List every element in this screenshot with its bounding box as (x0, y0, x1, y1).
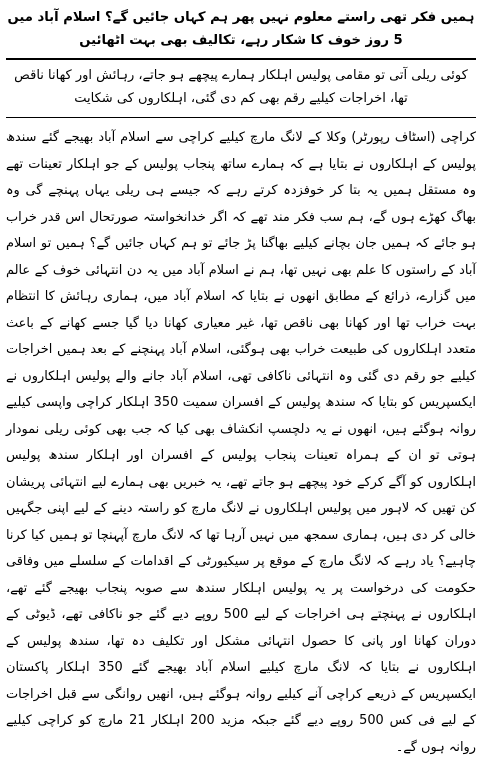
divider-middle (6, 117, 476, 118)
article-paragraph: کراچی (اسٹاف رپورٹر) وکلا کے لانگ مارچ کیلیے کراچی سے اسلام آباد بھیجے گئے سندھ پولیس کے اہلکاروں نے بتایا ہے کہ ہمارے ساتھ پنجاب پولیس کے جو اہلکار تعینات تھے وہ مستقل ہمیں یہ بتا کر خوفزدہ کرتے رہے کہ جیسے ہی ریلی یہاں پہنچے گی وہ بھاگ کھڑے ہوں گے، ہم سب فکر مند تھے کہ اگر خدانخواستہ صورتحال اس قدر خراب ہو جائے کہ ہمیں جان بچانے کیلیے بھاگنا پڑ جائے تو ہم کہاں جائیں گے؟ ہمیں تو اسلام آباد کے راستوں کا علم بھی نہیں تھا، ہم نے اسلام آباد میں یہ دن انتہائی خوف کے عالم میں گزارے، ذرائع کے مطابق انھوں نے بتایا کہ اسلام آباد میں، ہماری رہائش کا انتظام بہت خراب تھا اور کھانا بھی ناقص تھا، غیر معیاری کھانا دیا گیا جسے کھانے کے باعث متعدد اہلکاروں کی طبیعت خراب بھی ہوگئی، اسلام آباد پہنچنے کے بعد ہمیں اخراجات کیلیے جو رقم دی گئی وہ انتہائی ناکافی تھی، اسلام آباد جانے والے پولیس اہلکاروں نے ایکسپریس کو بتایا کہ سندھ پولیس کے افسران سمیت 350 اہلکار کراچی واپسی کیلیے روانہ ہوگئے ہیں، انھوں نے یہ دلچسپ انکشاف بھی کیا کہ جب بھی کوئی ریلی نمودار ہوتی تو ان کے ہمراہ تعینات پنجاب پولیس کے افسران اور اہلکار سندھ پولیس اہلکاروں کو آگے کرکے خود پیچھے ہو جاتے تھے، یہ خبریں بھی ہمارے لیے انتہائی پریشان کن تھیں کہ لاہور میں پولیس اہلکاروں نے لانگ مارچ کو راستہ دینے کے لیے اپنی جگہیں خالی کر دی ہیں، ہماری سمجھ میں نہیں آرہا تھا کہ لانگ مارچ آپہنچا تو ہمیں کیا کرنا چاہیے؟ یاد رہے کہ لانگ مارچ کے موقع پر سیکیورٹی کے اقدامات کے سلسلے میں وفاقی حکومت کی درخواست پر یہ پولیس اہلکار سندھ سے صوبہ پنجاب بھیجے گئے تھے، اہلکاروں نے پہنچتے ہی اخراجات کے لیے 500 روپے دیے گئے جو ناکافی تھے، ڈیوٹی کے دوران کھانا اور پانی کا حصول انتہائی مشکل اور تکلیف دہ تھا، سندھ پولیس کے اہلکاروں نے بتایا کہ لانگ مارچ کیلیے اسلام آباد بھیجے گئے 350 اہلکار پاکستان ایکسپریس کے ذریعے کراچی آنے کیلیے روانہ ہوگئے ہیں، انھیں روانگی سے قبل اخراجات کے لیے فی کس 500 روپے دیے گئے جبکہ مزید 200 اہلکار 21 مارچ کو کراچی کیلیے روانہ ہوں گے۔ (6, 130, 477, 755)
article-body (6, 125, 476, 761)
headline: ہمیں فکر تھی راستے معلوم نہیں پھر ہم کہاں جائیں گے؟ اسلام آباد میں 5 روز خوف کا شکار رہے، تکالیف بھی بہت اٹھائیں (7, 10, 475, 48)
divider-top (6, 58, 476, 60)
subheadline: کوئی ریلی آتی تو مقامی پولیس اہلکار ہمارے پیچھے ہو جاتے، رہائش اور کھانا ناقص تھا، اخراجات کیلیے رقم بھی کم دی گئی، اہلکاروں کی شکایت (14, 68, 468, 106)
